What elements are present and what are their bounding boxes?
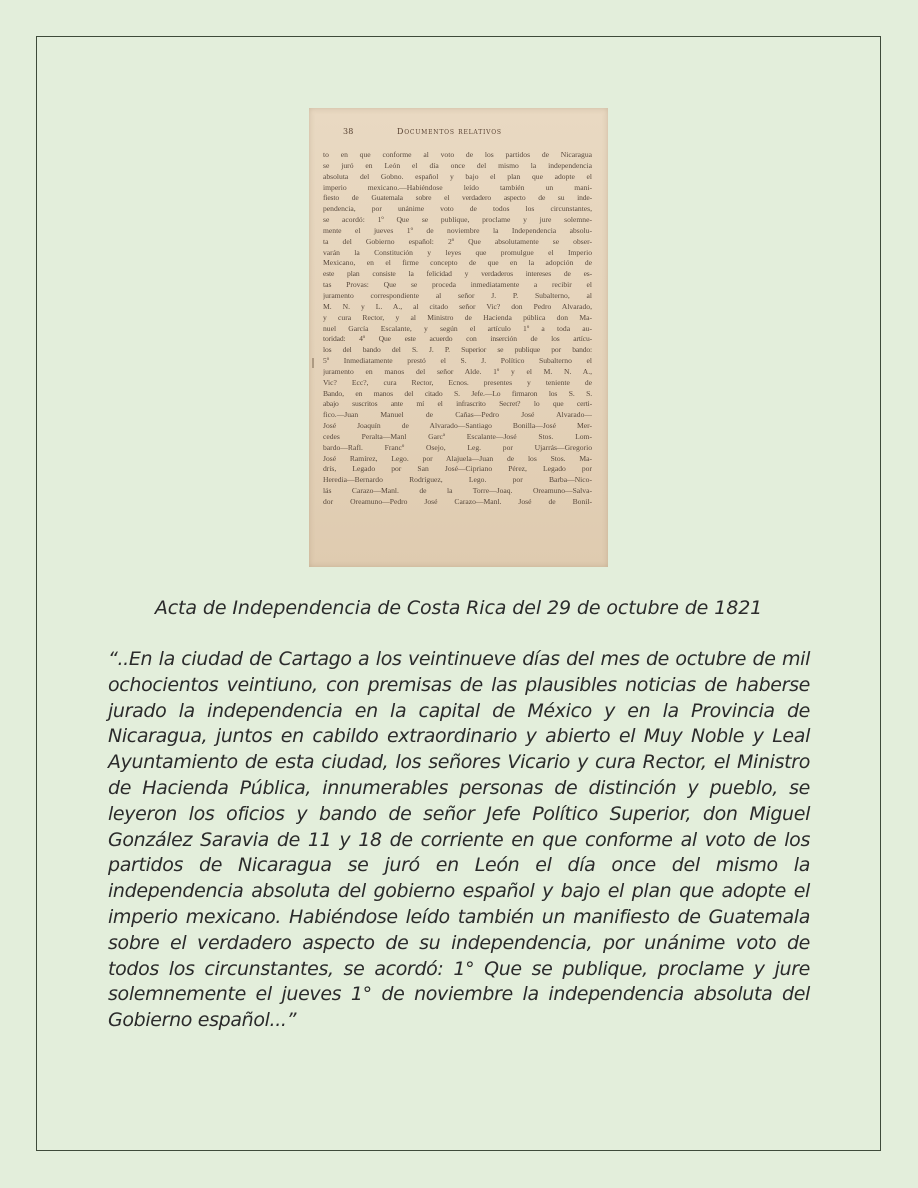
scan-text-line: drís, Legado por San José—Cipriano Pérez, Legado por (323, 464, 592, 474)
quote-text: “..En la ciudad de Cartago a los veintinueve días del mes de octubre de mil ochocientos veintiuno, con premisas de las plausibles noticias de haberse jurado la independencia en la capital de México y en la Provincia de Nicaragua, juntos en cabildo extraordinario y abierto el Muy Noble y Leal Ayuntamiento de esta ciudad, los señores Vicario y cura Rector, el Ministro de Hacienda Pública, innumerables personas de distinción y pueblo, se leyeron los oficios y bando de señor Jefe Político Superior, don Miguel González Saravia de 11 y 18 de corriente en que conforme al voto de los partidos de Nicaragua se juró en León el día once del mismo la independencia absoluta del gobierno español y bajo el plan que adopte el imperio mexicano. Habiéndose leído también un manifiesto de Guatemala sobre el verdadero aspecto de su independencia, por unánime voto de todos los circunstantes, se acordó: 1° Que se publique, proclame y jure solemnemente el jueves 1° de noviembre la independencia absoluta del Gobierno español...” (108, 648, 810, 1032)
scan-text-line: este plan consiste la felicidad y verdaderos intereses de es- (323, 269, 592, 279)
scan-text-line: abajo suscritos ante mí el infrascrito Secret? lo que certi- (323, 399, 592, 409)
scan-text-line: mente el jueves 1º de noviembre la Independencia absolu- (323, 225, 592, 235)
scan-text-line: se juró en León el día once del mismo la independencia (323, 160, 592, 170)
scan-text-line: Mexicano, en el firme concepto de que en la adopción de (323, 258, 592, 268)
scan-text-line: Vic? Ecc?, cura Rector, Ecnos. presentes y teniente de (323, 377, 592, 387)
scan-text-line: bardo—Rafl. Francº Osejo, Leg. por Ujarrás—Gregorio (323, 442, 592, 452)
scan-text-line: 5º Inmediatamente prestó el S. J. Político Subalterno el (323, 356, 592, 366)
scan-text-line: José Ramírez, Lego. por Alajuela—Juan de los Stos. Ma- (323, 453, 592, 463)
scan-text-line: juramento en manos del señor Alde. 1º y el M. N. A., (323, 366, 592, 376)
scan-text-line: to en que conforme al voto de los partidos de Nicaragua (323, 150, 592, 159)
scan-text-line: José Joaquín de Alvarado—Santiago Bonilla—José Mer- (323, 421, 592, 431)
scan-margin-mark (312, 358, 314, 368)
scan-text-line: juramento correspondiente al señor J. P. Subalterno, al (323, 290, 592, 300)
scan-body-text (323, 150, 592, 508)
scan-text-line: toridad: 4º Que este acuerdo con inserción de los artícu- (323, 334, 592, 344)
scan-text-line: lás Carazo—Manl. de la Torre—Joaq. Oreamuno—Salva- (323, 486, 592, 496)
scan-text-line: varán la Constitución y leyes que promulgue el Imperio (323, 247, 592, 257)
scan-text-line: nuel García Escalante, y según el artículo 1º a toda au- (323, 323, 592, 333)
scan-text-line: dor Oreamuno—Pedro José Carazo—Manl. José de Bonil- (323, 497, 592, 506)
scan-running-title: Documentos relativos (397, 127, 502, 136)
document-scan-image (309, 108, 608, 567)
scan-text-line: fiesto de Guatemala sobre el verdadero aspecto de su inde- (323, 193, 592, 203)
scan-text-line: M. N. y L. A., al citado señor Vic? don Pedro Alvarado, (323, 301, 592, 311)
scan-text-line: fico.—Juan Manuel de Cañas—Pedro José Alvarado— (323, 410, 592, 420)
scan-page-number: 38 (343, 127, 354, 136)
scan-text-line: absoluta del Gobno. español y bajo el plan que adopte el (323, 171, 592, 181)
scan-text-line: Bando, en manos del citado S. Jefe.—Lo firmaron los S. S. (323, 388, 592, 398)
scan-text-line: ta del Gobierno español: 2º Que absolutamente se obser- (323, 236, 592, 246)
scan-text-line: pendencia, por unánime voto de todos los circunstantes, (323, 204, 592, 214)
scan-text-line: imperio mexicano.—Habiéndose leído también un mani- (323, 182, 592, 192)
scan-header (343, 127, 588, 139)
scan-text-line: Heredia—Bernardo Rodríguez, Lego. por Barba—Nico- (323, 475, 592, 485)
image-caption: Acta de Independencia de Costa Rica del 29 de octubre de 1821 (154, 597, 763, 619)
scan-text-line: y cura Rector, y al Ministro de Hacienda pública don Ma- (323, 312, 592, 322)
scan-text-line: se acordó: 1º Que se publique, proclame y jure solemne- (323, 215, 592, 225)
scan-text-line: cedes Peralta—Manl Garcª Escalante—José Stos. Lom- (323, 431, 592, 441)
scan-text-line: los del bando del S. J. P. Superior se publique por bando: (323, 345, 592, 355)
scan-text-line: tas Provas: Que se proceda inmediatamente a recibir el (323, 280, 592, 290)
